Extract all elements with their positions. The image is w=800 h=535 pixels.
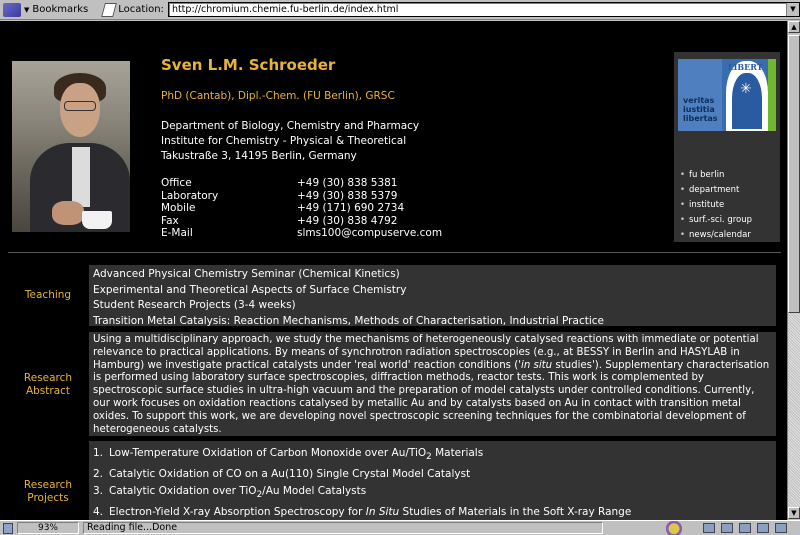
teaching-item[interactable]: Student Research Projects (3-4 weeks): [93, 299, 296, 311]
abstract-italic: in situ: [521, 359, 553, 371]
star-icon: ✳: [740, 81, 752, 97]
teaching-label: Teaching: [24, 289, 72, 301]
contact-row-mobile: [161, 202, 442, 215]
status-message: Reading file...Done: [83, 522, 603, 534]
page-title: Sven L.M. Schroeder: [161, 56, 336, 74]
bookmarks-button[interactable]: [0, 1, 88, 19]
contact-value: +49 (171) 690 2734: [297, 202, 405, 214]
mozilla-mascot-icon: [663, 521, 685, 535]
contact-label: Fax: [161, 214, 179, 227]
contact-row-office: [161, 177, 442, 190]
degrees: PhD (Cantab), Dipl.-Chem. (FU Berlin), GRSC: [161, 90, 395, 102]
project-item[interactable]: 3. Catalytic Oxidation over TiO$_2$/Au Model Catalysts: [93, 484, 367, 500]
status-bar: [0, 520, 800, 535]
fu-berlin-logo[interactable]: [678, 59, 776, 131]
url-text: http://chromium.chemie.fu-berlin.de/index.html: [171, 4, 399, 15]
composer-icon[interactable]: [739, 523, 751, 533]
chevron-down-icon: ▼: [24, 5, 30, 14]
nav-link-fu-berlin[interactable]: • fu berlin: [680, 168, 752, 183]
nav-panel: [674, 52, 780, 242]
projects-list: [93, 445, 772, 520]
nav-link-department[interactable]: • department: [680, 183, 752, 198]
mail-icon[interactable]: [721, 523, 733, 533]
projects-box: [89, 441, 776, 520]
contact-value: +49 (30) 838 4792: [297, 214, 398, 227]
project-item[interactable]: 4. Electron-Yield X-ray Absorption Spectroscopy for In Situ Studies of Materials in the Soft X-ray Range: [93, 505, 632, 518]
abstract-label: Research Abstract: [23, 372, 73, 397]
divider: [8, 252, 781, 253]
scroll-up-button[interactable]: ▲: [788, 21, 800, 33]
contact-label: Office: [161, 177, 192, 189]
contact-label: E-Mail: [161, 227, 193, 239]
scroll-track[interactable]: [788, 313, 800, 507]
location-label-group: [100, 1, 164, 19]
teaching-item[interactable]: Advanced Physical Chemistry Seminar (Chemical Kinetics): [93, 268, 400, 280]
bookmarks-icon: [3, 3, 21, 17]
navigator-icon[interactable]: [703, 523, 715, 533]
addressbook-icon[interactable]: [775, 523, 787, 533]
abstract-text: Using a multidisciplinary approach, we study the mechanisms of heterogeneously catalysed reactions with immediate or potential relevance to practical applications. By means of synchrotron radiation spectroscopies (e.g., at BESSY in Berlin and HASYLAB in Hamburg) we investigate practical catalysts under 'real world' reaction conditions (': [93, 334, 759, 371]
page-proxy-icon[interactable]: [101, 3, 117, 17]
security-icon[interactable]: [3, 523, 13, 534]
contact-row-email: [161, 227, 442, 240]
contact-row-laboratory: [161, 190, 442, 203]
vertical-scrollbar[interactable]: [787, 21, 800, 520]
location-label: Location:: [118, 4, 164, 15]
url-dropdown-button[interactable]: ▼: [786, 3, 799, 16]
contact-value: +49 (30) 838 5381: [297, 177, 398, 189]
portrait-photo: [12, 61, 130, 232]
teaching-item[interactable]: Transition Metal Catalysis: Reaction Mechanisms, Methods of Characterisation, Industrial Practice: [93, 314, 604, 327]
contact-value: +49 (30) 838 5379: [297, 189, 398, 202]
nav-list: [680, 168, 752, 243]
location-toolbar: [0, 0, 800, 20]
abstract-text: studies'). Supplementary characterisation is performed using laboratory surface spectroscopies, diffraction methods, reactor tests. This work is complemented by spectroscopic surface studies in ultra-high vacuum and the preparation of model catalysts under controlled conditions. Currently, our work focuses on oxidation reactions catalysed by metallic Au and by catalysts based on Au in contact with transition metal oxides. To support this work, we are developing novel spectroscopic screening techniques for the combinatorial development of heterogeneous catalysts.: [93, 359, 770, 435]
projects-label: Research Projects: [23, 479, 73, 504]
address-line: Department of Biology, Chemistry and Pharmacy: [161, 120, 420, 132]
address-line: Takustraße 3, 14195 Berlin, Germany: [161, 150, 357, 162]
page-content: [0, 21, 787, 520]
component-bar: [703, 523, 787, 533]
contact-label: Mobile: [161, 202, 196, 214]
address-block: [161, 119, 419, 164]
email-link[interactable]: slms100@compuserve.com: [297, 227, 443, 239]
logo-seal-text: LIBERT: [728, 62, 763, 72]
nav-link-surf-sci-group[interactable]: • surf.-sci. group: [680, 213, 752, 228]
project-item[interactable]: 2. Catalytic Oxidation of CO on a Au(110) Single Crystal Model Catalyst: [93, 467, 471, 480]
nav-link-institute[interactable]: • institute: [680, 198, 752, 213]
contact-label: Laboratory: [161, 189, 219, 202]
teaching-item[interactable]: Experimental and Theoretical Aspects of Surface Chemistry: [93, 283, 407, 296]
progress-indicator: 93%: [17, 522, 79, 534]
address-line: Institute for Chemistry - Physical & Theoretical: [161, 135, 407, 147]
bookmarks-label: Bookmarks: [32, 4, 89, 15]
logo-motto: veritas iustitia libertas: [683, 96, 718, 123]
nav-link-news-calendar[interactable]: • news/calendar: [680, 228, 752, 243]
url-input[interactable]: [168, 2, 800, 17]
contact-row-fax: [161, 215, 442, 228]
contact-table: [161, 177, 442, 240]
chat-icon[interactable]: [757, 523, 769, 533]
scroll-down-button[interactable]: ▼: [788, 507, 800, 519]
teaching-box: [89, 265, 776, 326]
abstract-box: [89, 332, 776, 436]
scroll-thumb[interactable]: [788, 35, 800, 313]
project-item[interactable]: 1. Low-Temperature Oxidation of Carbon Monoxide over Au/TiO$_2$ Materials: [93, 447, 484, 463]
